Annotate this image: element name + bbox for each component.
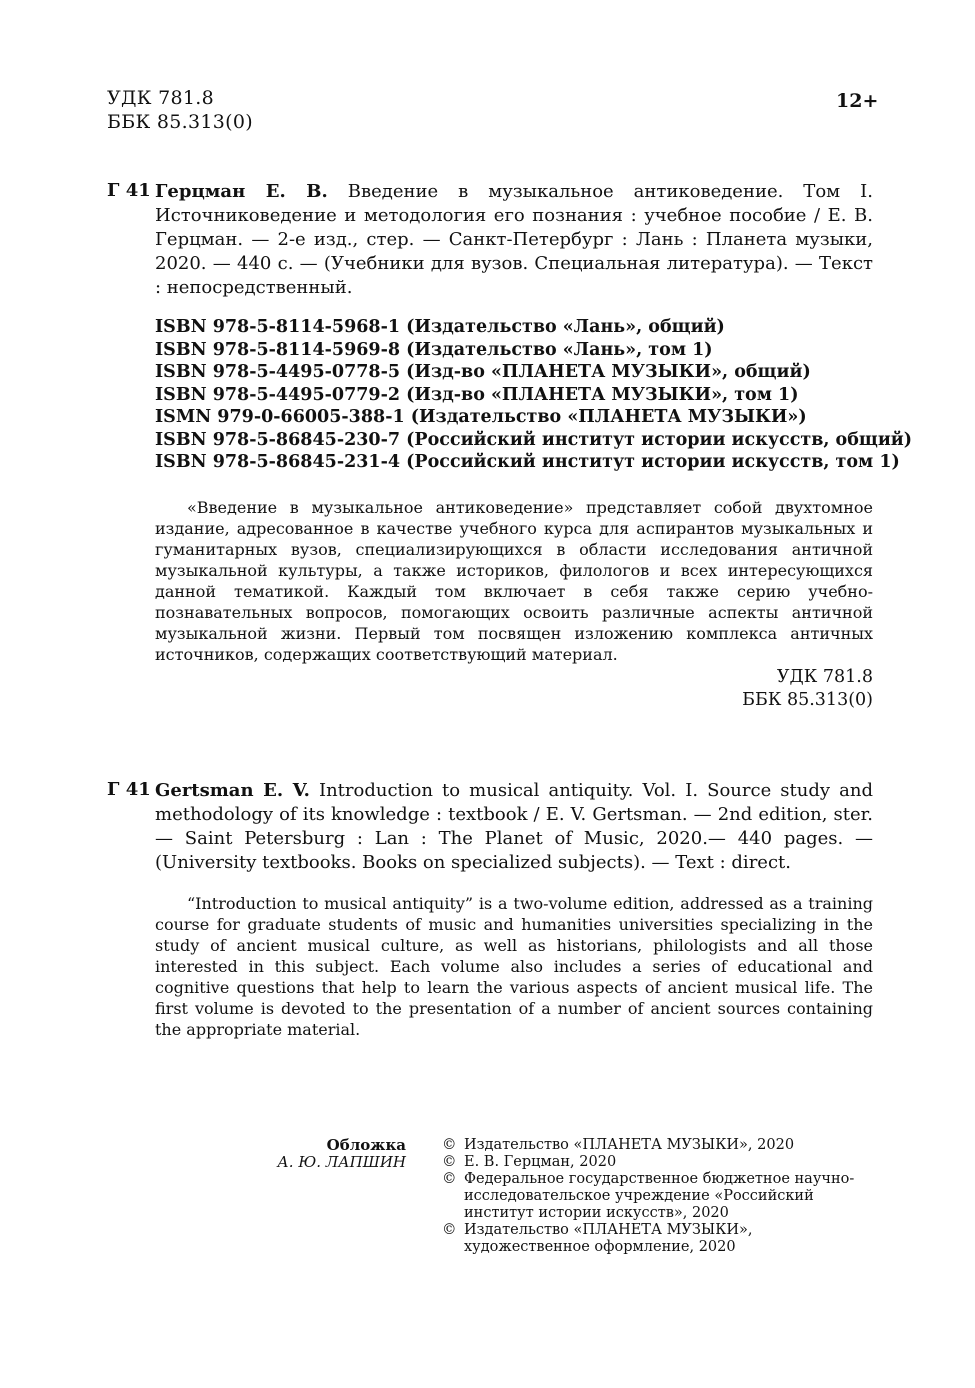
author-name-en: Gertsman E. V. xyxy=(155,780,310,801)
ismn-line: ISMN 979-0-66005-388-1 (Издательство «ПЛАНЕТА МУЗЫКИ») xyxy=(155,407,807,427)
annotation-ru-text: «Введение в музыкальное антиковедение» представляет собой двухтомное издание, адресованное в качестве учебного курса для аспирантов музыкальных и гуманитарных вузов, специализирующихся в области исследования античной музыкальной культуры, а также историков, филологов и всех интересующихся данной тематикой. Каждый том включает в себя также серию учебно-познавательных вопросов, помогающих освоить различные аспекты античной музыкальной жизни. Первый том посвящен изложению комплекса античных источников, содержащих соответствующий материал. xyxy=(155,498,873,664)
annotation-ru xyxy=(155,497,873,665)
copyright-text: Е. В. Герцман, 2020 xyxy=(464,1154,617,1170)
copyright-icon: © xyxy=(442,1137,457,1153)
udk-bbk-header xyxy=(107,86,253,134)
cover-credit xyxy=(260,1137,406,1171)
copyright-text: Издательство «ПЛАНЕТА МУЗЫКИ», 2020 xyxy=(464,1137,795,1153)
author-cipher-ru: Г 41 xyxy=(107,180,151,201)
copyright-text: Издательство «ПЛАНЕТА МУЗЫКИ», художественное оформление, 2020 xyxy=(464,1222,753,1255)
copyright-text: Федеральное государственное бюджетное научно-исследовательское учреждение «Российский институт истории искусств», 2020 xyxy=(464,1171,855,1221)
author-name-ru: Герцман Е. В. xyxy=(155,181,328,202)
isbn-line: ISBN 978-5-86845-231-4 (Российский институт истории искусств, том 1) xyxy=(155,452,900,472)
copyright-icon: © xyxy=(442,1154,457,1170)
copyright-line xyxy=(442,1154,882,1171)
isbn-line: ISBN 978-5-86845-230-7 (Российский институт истории искусств, общий) xyxy=(155,429,913,450)
isbn-line: ISBN 978-5-8114-5968-1 (Издательство «Лань», общий) xyxy=(155,317,725,337)
copyright-block xyxy=(442,1137,882,1256)
isbn-list xyxy=(155,316,912,474)
age-rating: 12+ xyxy=(836,90,879,112)
isbn-line: ISBN 978-5-4495-0778-5 (Изд-во «ПЛАНЕТА МУЗЫКИ», общий) xyxy=(155,362,811,382)
copyright-icon: © xyxy=(442,1222,457,1238)
isbn-line: ISBN 978-5-8114-5969-8 (Издательство «Лань», том 1) xyxy=(155,339,713,360)
copyright-line xyxy=(442,1137,882,1154)
isbn-line: ISBN 978-5-4495-0779-2 (Изд-во «ПЛАНЕТА МУЗЫКИ», том 1) xyxy=(155,384,799,405)
copyright-line xyxy=(442,1222,882,1256)
annotation-en xyxy=(155,893,873,1040)
annotation-en-text: “Introduction to musical antiquity” is a two-volume edition, addressed as a training course for graduate students of music and humanities universities specializing in the study of ancient musical culture, as well as historians, philologists and all those interested in this subject. Each volume also includes a series of educational and cognitive questions that help to learn the various aspects of ancient musical life. The first volume is devoted to the presentation of a number of ancient sources containing the appropriate material. xyxy=(155,894,873,1039)
udk-bbk-right xyxy=(742,666,873,712)
entry-text-ru: Введение в музыкальное антиковедение. Том I. Источниковедение и методология его познания : учебное пособие / Е. В. Герцман. — 2-е изд., стер. — Санкт-Петербург : Лань : Планета музыки, 2020. — 440 с. — (Учебники для вузов. Специальная литература). — Текст : непосредственный. xyxy=(155,181,873,298)
bbk-code: ББК 85.313(0) xyxy=(107,111,253,133)
bibliographic-entry-en xyxy=(155,779,873,875)
entry-text-en: Introduction to musical antiquity. Vol. I. Source study and methodology of its knowledge : textbook / E. V. Gertsman. — 2nd edition, ster. — Saint Petersburg : Lan : The Planet of Music, 2020.— 440 pages. — (University textbooks. Books on specialized subjects). — Text : direct. xyxy=(155,780,873,873)
bibliographic-entry-ru xyxy=(155,180,873,300)
bbk-code-right: ББК 85.313(0) xyxy=(742,690,873,710)
udk-code: УДК 781.8 xyxy=(107,87,215,109)
copyright-icon: © xyxy=(442,1171,457,1187)
udk-code-right: УДК 781.8 xyxy=(776,667,873,687)
cover-label: Обложка xyxy=(326,1136,406,1154)
author-cipher-en: Г 41 xyxy=(107,779,151,800)
cover-designer: А. Ю. ЛАПШИН xyxy=(277,1153,406,1171)
copyright-line xyxy=(442,1171,882,1222)
